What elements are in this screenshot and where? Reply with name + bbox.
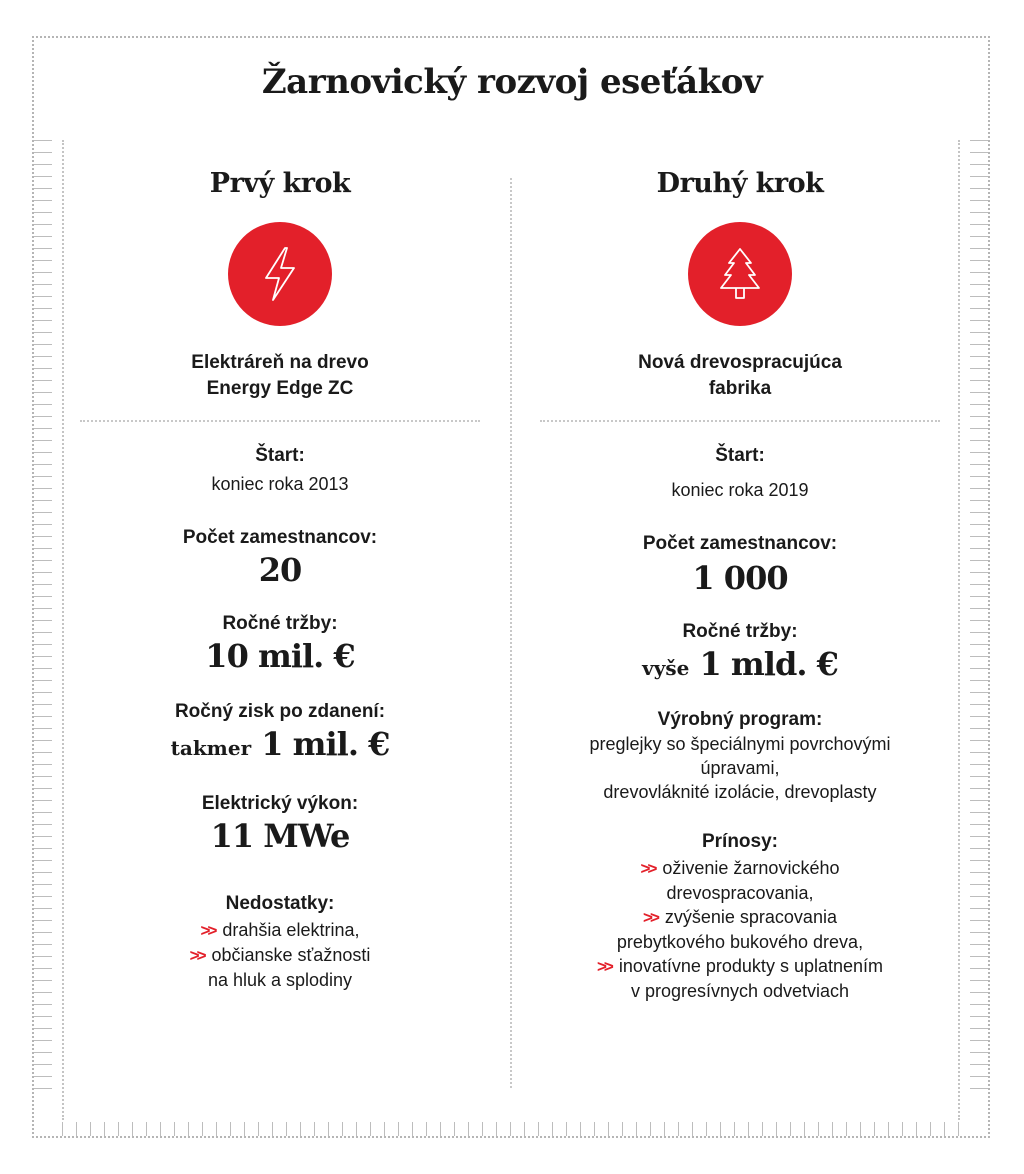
drawbacks-label: Nedostatky: — [225, 893, 335, 914]
profit-block — [80, 700, 480, 768]
list-item: >> drahšia elektrina, — [200, 920, 360, 940]
profit-value-line — [80, 724, 480, 768]
program-label: Výrobný program: — [657, 709, 823, 730]
start-label: Štart: — [255, 445, 305, 466]
benefits-block — [530, 830, 950, 1003]
power-label: Elektrický výkon: — [201, 793, 359, 814]
list-item: >> zvýšenie spracovania prebytkového bukového dreva, — [616, 907, 864, 952]
start-label: Štart: — [715, 445, 765, 466]
chevron-right-icon: >> — [200, 921, 215, 940]
revenue-prefix: vyše — [642, 656, 690, 680]
revenue-value: 10 mil. € — [205, 637, 355, 675]
revenue-block — [530, 620, 950, 688]
first-step-name: Elektráreň na drevo Energy Edge ZC — [191, 352, 369, 399]
column-second-step — [530, 168, 950, 1003]
start-value: koniec roka 2019 — [671, 480, 809, 500]
second-step-heading: Druhý krok — [656, 168, 824, 199]
employees-value: 1 000 — [692, 559, 788, 597]
benefits-list — [530, 856, 950, 1003]
separator — [80, 420, 480, 422]
start-value: koniec roka 2013 — [211, 474, 349, 494]
chevron-right-icon: >> — [640, 859, 655, 878]
profit-label: Ročný zisk po zdanení: — [174, 701, 386, 722]
program-line: preglejky so špeciálnymi povrchovými — [589, 734, 891, 754]
start-block — [530, 444, 950, 502]
revenue-value-line — [530, 644, 950, 688]
column-divider — [510, 178, 512, 1088]
power-value: 11 MWe — [210, 817, 350, 855]
revenue-value: 1 mld. € — [699, 645, 838, 683]
separator — [540, 420, 940, 422]
employees-label: Počet zamestnancov: — [642, 533, 838, 554]
profit-prefix: takmer — [170, 736, 252, 760]
left-ruler — [34, 140, 52, 1100]
program-line: drevovláknité izolácie, drevoplasty — [603, 782, 877, 802]
drawbacks-block — [80, 892, 480, 992]
employees-label: Počet zamestnancov: — [182, 527, 378, 548]
program-line: úpravami, — [700, 758, 780, 778]
page-title: Žarnovický rozvoj eseťákov — [261, 62, 763, 102]
benefits-label: Prínosy: — [701, 831, 779, 852]
list-item: >> oživenie žarnovického drevospracovania, — [640, 858, 840, 903]
first-step-heading: Prvý krok — [209, 168, 351, 199]
lightning-bolt-icon — [228, 222, 332, 326]
revenue-label: Ročné tržby: — [682, 621, 798, 642]
list-item: >> občianske sťažnosti na hluk a splodiny — [189, 945, 371, 990]
bottom-ruler — [62, 1122, 960, 1136]
start-block — [80, 444, 480, 496]
revenue-label: Ročné tržby: — [222, 613, 338, 634]
list-item: >> inovatívne produkty s uplatnením v progresívnych odvetviach — [596, 956, 883, 1001]
revenue-block — [80, 612, 480, 676]
chevron-right-icon: >> — [596, 957, 611, 976]
second-step-name: Nová drevospracujúca fabrika — [638, 352, 842, 399]
employees-value: 20 — [258, 551, 302, 589]
employees-block — [80, 526, 480, 590]
profit-value: 1 mil. € — [261, 725, 390, 763]
column-first-step — [80, 168, 480, 992]
program-block — [530, 708, 950, 804]
tree-icon — [688, 222, 792, 326]
chevron-right-icon: >> — [643, 908, 657, 927]
chevron-right-icon: >> — [189, 946, 204, 965]
employees-block — [530, 532, 950, 598]
power-block — [80, 792, 480, 856]
right-ruler — [970, 140, 988, 1100]
drawbacks-list — [80, 918, 480, 992]
